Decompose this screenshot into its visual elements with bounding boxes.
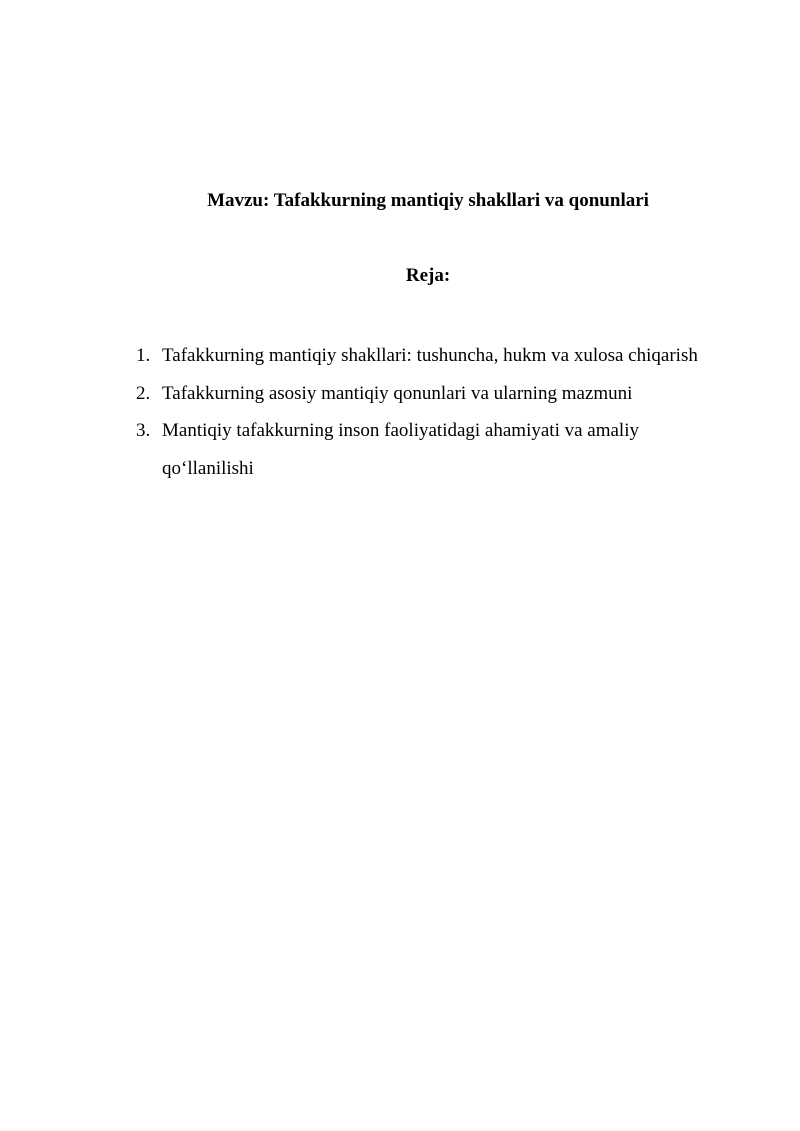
plan-item xyxy=(136,337,726,375)
plan-list xyxy=(136,337,726,487)
plan-item-text: Tafakkurning mantiqiy shakllari: tushuncha, hukm va xulosa chiqarish xyxy=(162,345,698,366)
plan-item xyxy=(136,375,726,413)
plan-item-text: Tafakkurning asosiy mantiqiy qonunlari va ularning mazmuni xyxy=(162,382,633,404)
document-title: Mavzu: Tafakkurning mantiqiy shakllari va qonunlari xyxy=(207,190,649,211)
plan-item-number: 1. xyxy=(136,345,151,366)
plan-heading: Reja: xyxy=(405,265,451,286)
plan-item xyxy=(136,412,726,487)
plan-item-text: Mantiqiy tafakkurning inson faoliyatidagi ahamiyati va amaliy qo‘llanilishi xyxy=(162,420,639,479)
plan-item-number: 3. xyxy=(136,420,151,441)
plan-item-number: 2. xyxy=(136,382,151,404)
